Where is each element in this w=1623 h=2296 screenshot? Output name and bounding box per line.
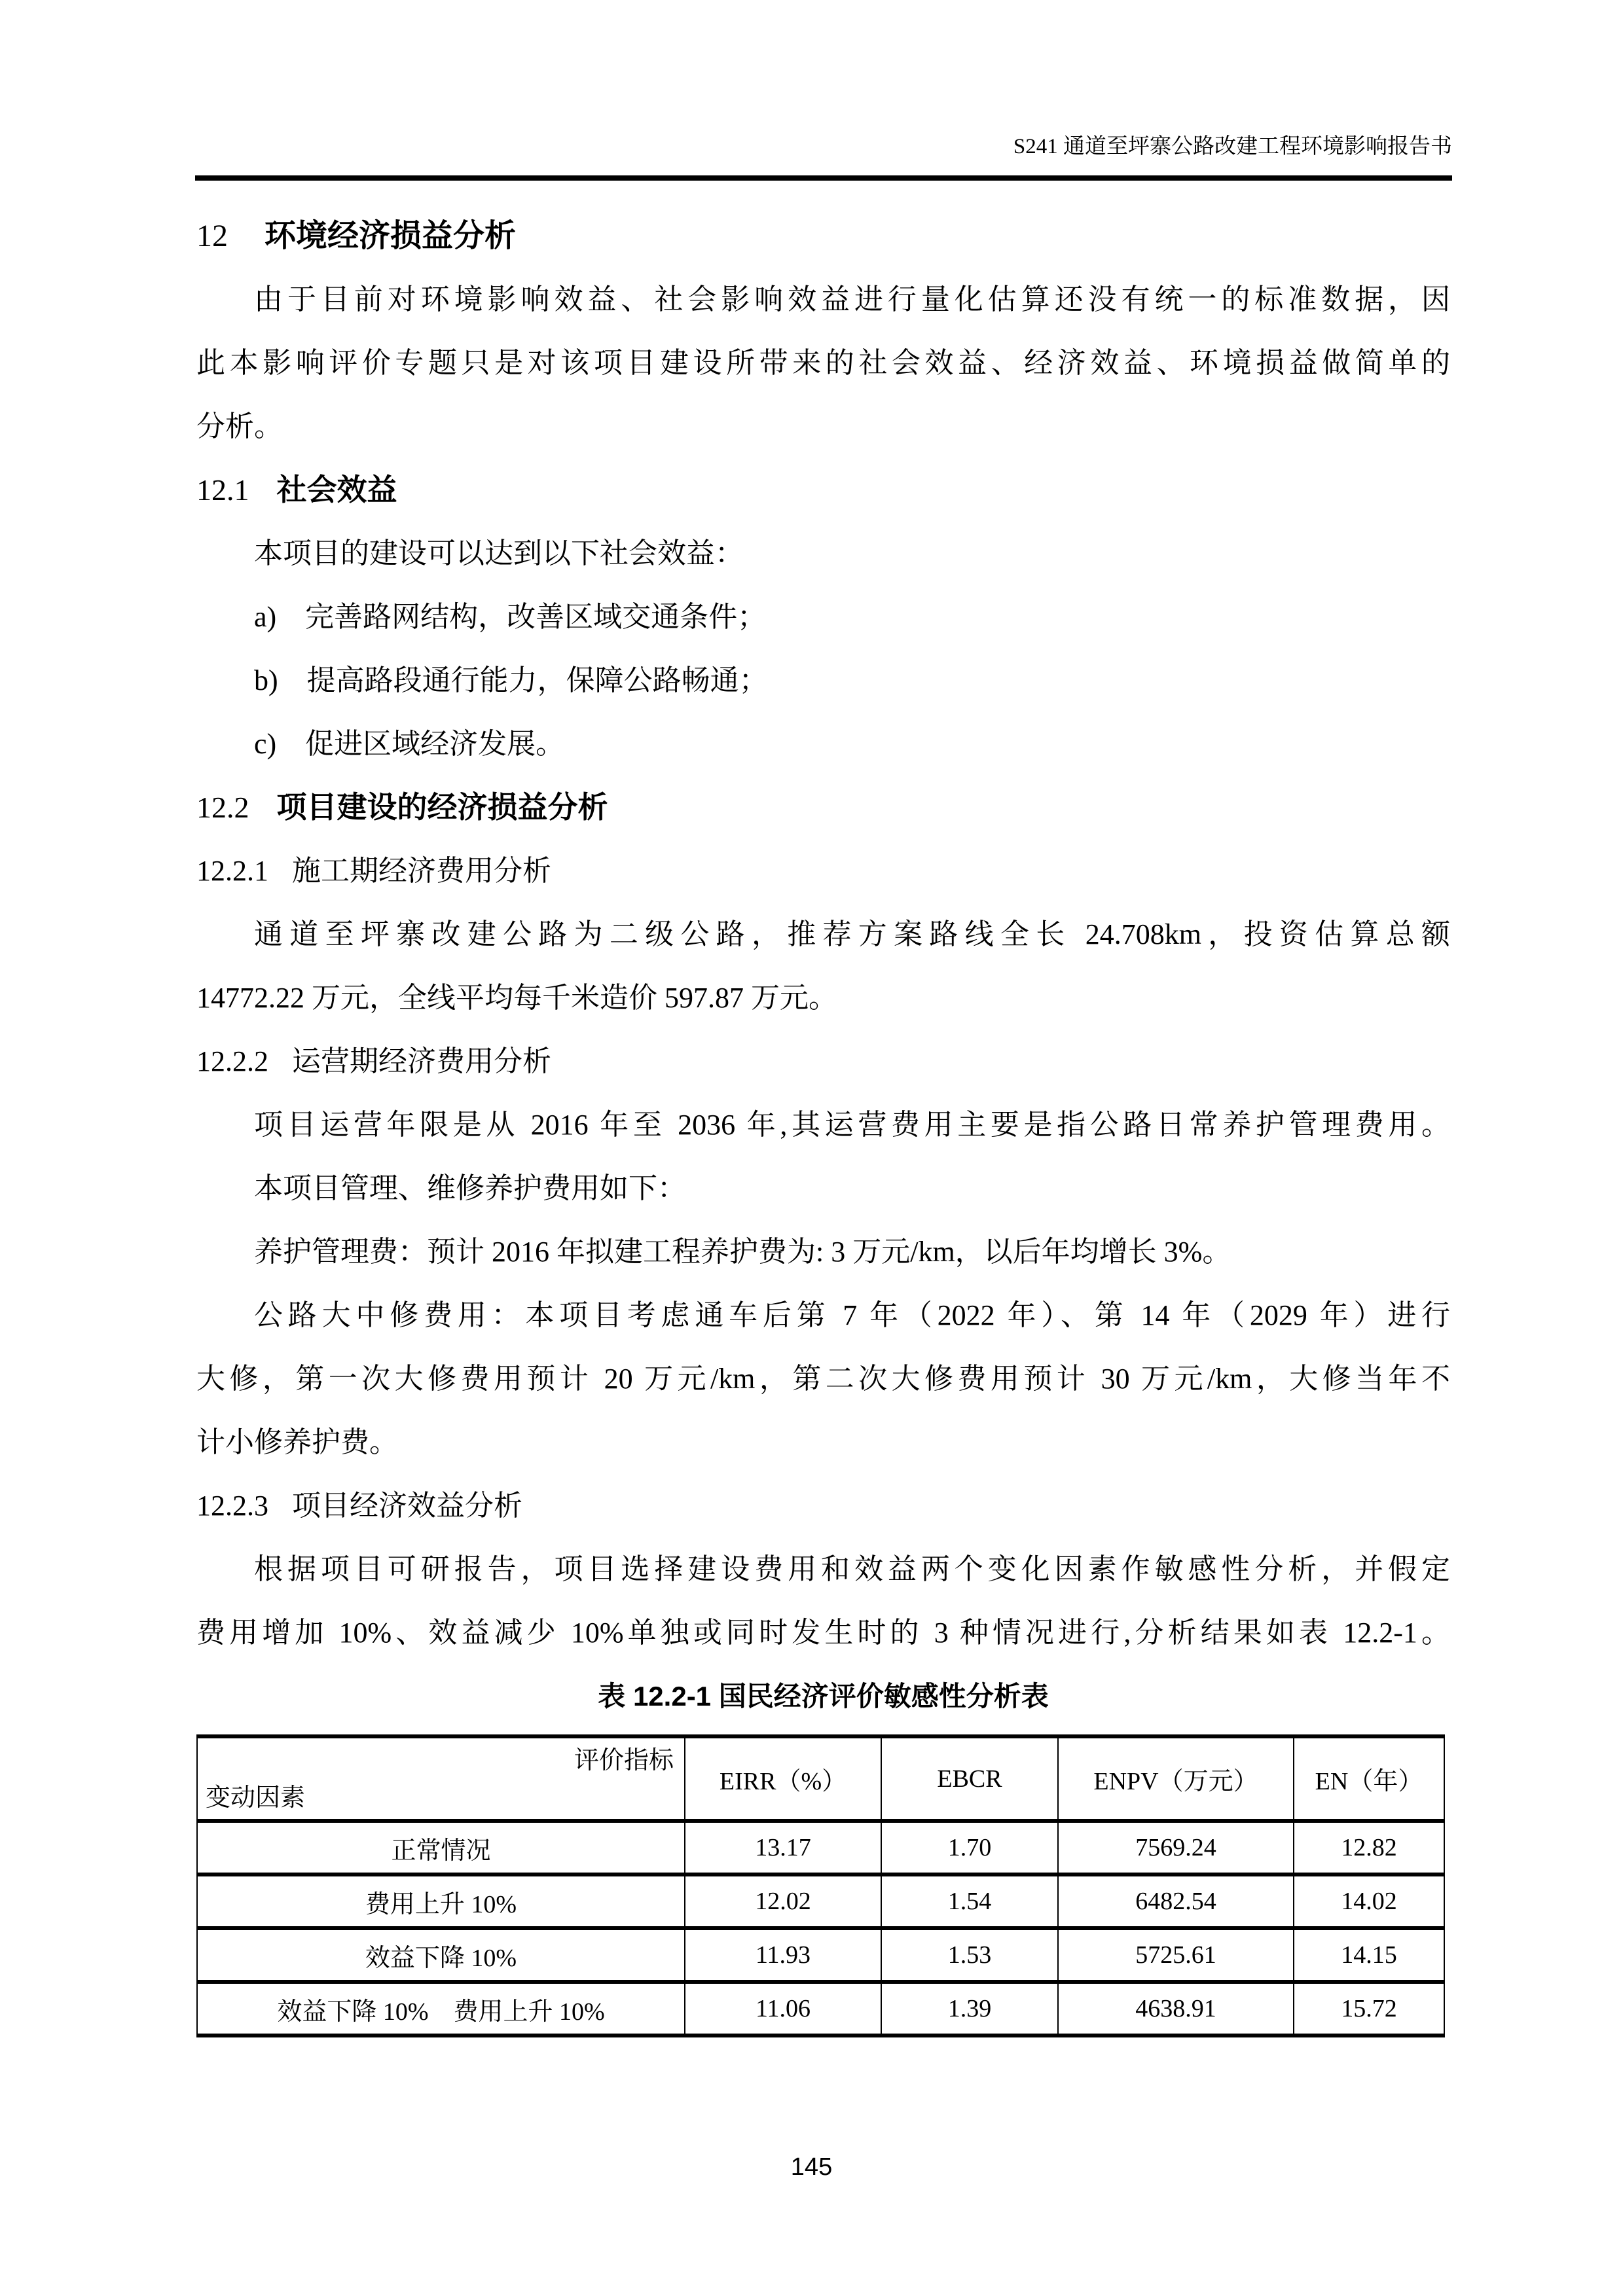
row-value: 14.02 xyxy=(1294,1874,1444,1928)
row-value: 15.72 xyxy=(1294,1982,1444,2036)
row-value: 13.17 xyxy=(685,1821,881,1874)
section-heading-12.2 xyxy=(196,776,1450,839)
heading-text: 项目经济效益分析 xyxy=(292,1490,522,1522)
row-label: 正常情况 xyxy=(197,1821,685,1874)
row-value: 11.06 xyxy=(685,1982,881,2036)
col-header-eirr: EIRR（%） xyxy=(685,1736,881,1821)
heading-number: 12 xyxy=(196,219,228,253)
row-value: 4638.91 xyxy=(1058,1982,1294,2036)
row-value: 7569.24 xyxy=(1058,1821,1294,1874)
heading-text: 施工期经济费用分析 xyxy=(292,855,551,887)
paragraph-line: 分析。 xyxy=(196,410,283,442)
paragraph-line: c) 促进区域经济发展。 xyxy=(254,728,565,760)
heading-text: 社会效益 xyxy=(276,473,397,507)
table-row xyxy=(197,1821,1444,1874)
table-row xyxy=(197,1982,1444,2036)
page-number: 145 xyxy=(790,2153,833,2181)
row-label: 效益下降 10% 费用上升 10% xyxy=(197,1982,685,2036)
heading-number: 12.2.1 xyxy=(196,855,268,887)
paragraph-line: 计小修养护费。 xyxy=(196,1426,398,1458)
heading-number: 12.2.3 xyxy=(196,1490,268,1522)
paragraph-line: 公路大中修费用：本项目考虑通车后第 7 年（2022 年）、第 14 年（2029 年）进行 xyxy=(254,1299,1450,1331)
row-value: 1.54 xyxy=(881,1874,1058,1928)
row-value: 6482.54 xyxy=(1058,1874,1294,1928)
heading-text: 项目建设的经济损益分析 xyxy=(276,790,608,824)
paragraph-line: 本项目管理、维修养护费用如下： xyxy=(254,1172,686,1204)
paragraph-line: 由于目前对环境影响效益、社会影响效益进行量化估算还没有统一的标准数据，因 xyxy=(254,283,1450,315)
paragraph-line: 本项目的建设可以达到以下社会效益： xyxy=(254,537,744,569)
section-heading-12.2.3 xyxy=(196,1474,1450,1537)
row-value: 1.39 xyxy=(881,1982,1058,2036)
running-header-title: S241 通道至坪寨公路改建工程环境影响报告书 xyxy=(1013,135,1452,158)
row-label: 费用上升 10% xyxy=(197,1874,685,1928)
table-row xyxy=(197,1928,1444,1982)
row-label: 效益下降 10% xyxy=(197,1928,685,1982)
col-header-ebcr: EBCR xyxy=(881,1736,1058,1821)
document-body xyxy=(196,204,1450,1728)
paragraph-line: 大修，第一次大修费用预计 20 万元/km，第二次大修费用预计 30 万元/km，大修当年不 xyxy=(196,1363,1450,1395)
paragraph-line: 14772.22 万元，全线平均每千米造价 597.87 万元。 xyxy=(196,982,837,1014)
section-heading-12.1 xyxy=(196,458,1450,522)
heading-number: 12.2 xyxy=(196,791,249,824)
table-header-row xyxy=(197,1736,1444,1821)
sensitivity-table-wrap xyxy=(196,1734,1444,2037)
row-value: 12.02 xyxy=(685,1874,881,1928)
corner-label-indicators: 评价指标 xyxy=(574,1747,674,1774)
heading-text: 环境经济损益分析 xyxy=(264,219,517,253)
row-value: 1.70 xyxy=(881,1821,1058,1874)
header-rule xyxy=(195,175,1452,181)
corner-label-factors: 变动因素 xyxy=(206,1784,306,1812)
paragraph-line: b) 提高路段通行能力，保障公路畅通； xyxy=(254,664,768,696)
paragraph-line: 费用增加 10%、效益减少 10%单独或同时发生时的 3 种情况进行,分析结果如表 12.2-1。 xyxy=(196,1617,1450,1649)
row-value: 1.53 xyxy=(881,1928,1058,1982)
section-heading-12.2.2 xyxy=(196,1030,1450,1093)
sensitivity-analysis-table xyxy=(196,1734,1445,2037)
paragraph-line: 通道至坪寨改建公路为二级公路，推荐方案路线全长 24.708km，投资估算总额 xyxy=(254,918,1450,950)
col-header-en: EN（年） xyxy=(1294,1736,1444,1821)
section-heading-12.2.1 xyxy=(196,839,1450,903)
row-value: 14.15 xyxy=(1294,1928,1444,1982)
paragraph-line: 项目运营年限是从 2016 年至 2036 年,其运营费用主要是指公路日常养护管理费用。 xyxy=(254,1109,1450,1141)
row-value: 12.82 xyxy=(1294,1821,1444,1874)
row-value: 11.93 xyxy=(685,1928,881,1982)
paragraph-line: 养护管理费：预计 2016 年拟建工程养护费为: 3 万元/km，以后年均增长 3%。 xyxy=(254,1236,1231,1268)
heading-text: 运营期经济费用分析 xyxy=(292,1045,551,1077)
table-caption: 表 12.2-1 国民经济评价敏感性分析表 xyxy=(598,1681,1049,1712)
table-row xyxy=(197,1874,1444,1928)
paragraph-line: a) 完善路网结构，改善区域交通条件； xyxy=(254,601,767,633)
heading-number: 12.2.2 xyxy=(196,1045,268,1077)
section-heading-12 xyxy=(196,204,1450,268)
col-header-enpv: ENPV（万元） xyxy=(1058,1736,1294,1821)
row-value: 5725.61 xyxy=(1058,1928,1294,1982)
table-corner-cell xyxy=(197,1736,685,1821)
paragraph-line: 根据项目可研报告，项目选择建设费用和效益两个变化因素作敏感性分析，并假定 xyxy=(254,1553,1450,1585)
paragraph-line: 此本影响评价专题只是对该项目建设所带来的社会效益、经济效益、环境损益做简单的 xyxy=(196,347,1450,379)
heading-number: 12.1 xyxy=(196,473,249,507)
